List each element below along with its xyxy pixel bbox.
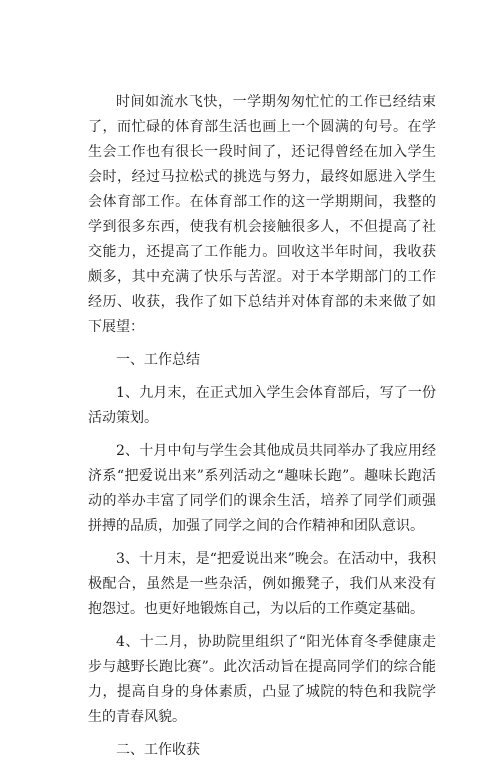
document-body [88,90,436,771]
summary-item-4: 4、十二月，协助院里组织了“阳光体育冬季健康走步与越野长跑比赛”。此次活动旨在提高同学们的综合能力，提高自身的身体素质，凸显了城院的特色和我院学生的青春风貌。 [88,634,436,725]
section-heading-work-gains: 二、工作收获 [116,742,200,758]
intro-paragraph: 时间如流水飞快，一学期匆匆忙忙的工作已经结束了，而忙碌的体育部生活也画上一个圆满的句号。在学生会工作也有很长一段时间了，还记得曾经在加入学生会时，经过马拉松式的挑选与努力，最终如愿进入学生会体育部工作。在体育部工作的这一学期期间，我整的学到很多东西，使我有机会接触很多人，不但提高了社交能力，还提高了工作能力。回收这半年时间，我收获颇多，其中充满了快乐与苦涩。对于本学期部门的工作经历、收获，我作了如下总结并对体育部的未来做了如下展望： [88,94,436,335]
summary-item-2: 2、十月中旬与学生会其他成员共同举办了我应用经济系“把爱说出来”系列活动之“趣味长跑”。趣味长跑活动的举办丰富了同学们的课余生活，培养了同学们顽强拼搏的品质，加强了同学之间的合作精神和团队意识。 [88,443,436,534]
summary-item-1: 1、九月末，在正式加入学生会体育部后，写了一份活动策划。 [88,385,436,426]
section-heading-work-summary: 一、工作总结 [116,352,200,368]
summary-item-3: 3、十月末，是“把爱说出来”晚会。在活动中，我积极配合，虽然是一些杂活，例如搬凳子，我们从来没有抱怨过。也更好地锻炼自己，为以后的工作奠定基础。 [88,551,436,617]
